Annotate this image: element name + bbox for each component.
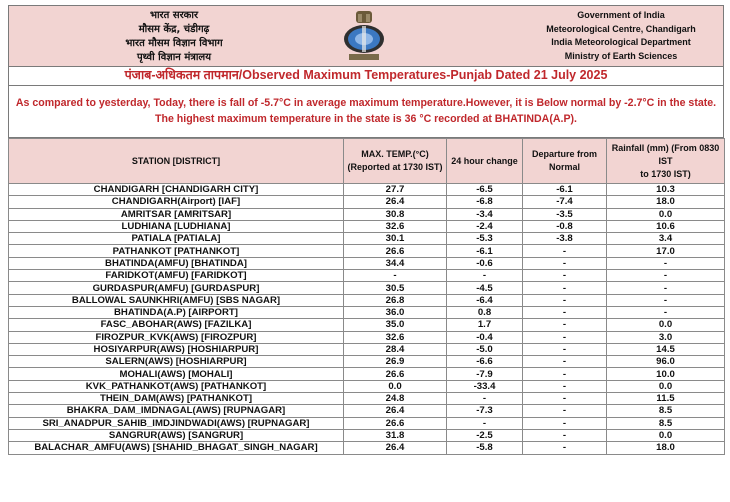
table-row — [9, 380, 725, 392]
station-cell: BHATINDA(A.P) [AIRPORT] — [9, 306, 344, 318]
header-english-line: Meteorological Centre, Chandigarh — [546, 23, 696, 34]
col-header-departure-line: Departure from — [531, 149, 597, 159]
rainfall-cell: 8.5 — [607, 417, 725, 429]
table-row — [9, 442, 725, 454]
header-english-line: India Meteorological Department — [551, 37, 691, 47]
table-row — [9, 306, 725, 318]
table-row — [9, 257, 725, 269]
change-cell: -5.8 — [447, 442, 523, 454]
rainfall-cell: - — [607, 270, 725, 282]
max-temp-cell: 30.8 — [344, 208, 447, 220]
change-cell: -6.6 — [447, 356, 523, 368]
change-cell: -6.4 — [447, 294, 523, 306]
table-header-row — [9, 139, 725, 184]
change-cell: 0.8 — [447, 306, 523, 318]
max-temp-cell: 31.8 — [344, 429, 447, 441]
max-temp-cell: 26.4 — [344, 405, 447, 417]
station-cell: FIROZPUR_KVK(AWS) [FIROZPUR] — [9, 331, 344, 343]
station-cell: CHANDIGARH [CHANDIGARH CITY] — [9, 184, 344, 196]
rainfall-cell: - — [607, 306, 725, 318]
station-cell: SALERN(AWS) [HOSHIARPUR] — [9, 356, 344, 368]
station-cell: BHATINDA(AMFU) [BHATINDA] — [9, 257, 344, 269]
change-cell: 1.7 — [447, 319, 523, 331]
max-temp-cell: 36.0 — [344, 306, 447, 318]
table-row — [9, 417, 725, 429]
change-cell: -0.4 — [447, 331, 523, 343]
max-temp-cell: 28.4 — [344, 343, 447, 355]
col-header-max-temp — [344, 139, 447, 184]
col-header-station: STATION [DISTRICT] — [9, 139, 344, 184]
rainfall-cell: 10.3 — [607, 184, 725, 196]
header-hindi-line: मौसम केंद्र, चंडीगढ़ — [138, 24, 210, 35]
station-cell: GURDASPUR(AMFU) [GURDASPUR] — [9, 282, 344, 294]
rainfall-cell: 3.0 — [607, 331, 725, 343]
rainfall-cell: 0.0 — [607, 208, 725, 220]
rainfall-cell: 0.0 — [607, 429, 725, 441]
max-temp-cell: 32.6 — [344, 220, 447, 232]
change-cell: -4.5 — [447, 282, 523, 294]
station-cell: HOSIYARPUR(AWS) [HOSHIARPUR] — [9, 343, 344, 355]
change-cell: -0.6 — [447, 257, 523, 269]
max-temp-cell: 26.9 — [344, 356, 447, 368]
max-temp-cell: 32.6 — [344, 331, 447, 343]
imd-emblem-icon — [341, 10, 387, 64]
rainfall-cell: 14.5 — [607, 343, 725, 355]
col-header-rainfall-line: Rainfall (mm) (From 0830 IST — [611, 142, 720, 166]
rainfall-cell: 96.0 — [607, 356, 725, 368]
table-row — [9, 245, 725, 257]
table-row — [9, 282, 725, 294]
change-cell: -3.4 — [447, 208, 523, 220]
change-cell: -6.5 — [447, 184, 523, 196]
rainfall-cell: 3.4 — [607, 233, 725, 245]
change-cell: -7.3 — [447, 405, 523, 417]
table-row — [9, 184, 725, 196]
departure-cell: -6.1 — [523, 184, 607, 196]
max-temp-cell: 30.1 — [344, 233, 447, 245]
header-hindi-line: भारत मौसम विज्ञान विभाग — [125, 38, 223, 49]
rainfall-cell: 8.5 — [607, 405, 725, 417]
departure-cell: -3.8 — [523, 233, 607, 245]
station-cell: THEIN_DAM(AWS) [PATHANKOT] — [9, 393, 344, 405]
change-cell: -33.4 — [447, 380, 523, 392]
page-title: पंजाब-अधिकतम तापमान/Observed Maximum Temperatures-Punjab Dated 21 July 2025 — [8, 66, 724, 86]
rainfall-cell: - — [607, 282, 725, 294]
station-cell: FARIDKOT(AMFU) [FARIDKOT] — [9, 270, 344, 282]
table-row — [9, 429, 725, 441]
table-row — [9, 356, 725, 368]
departure-cell: - — [523, 442, 607, 454]
rainfall-cell: 0.0 — [607, 380, 725, 392]
departure-cell: - — [523, 331, 607, 343]
station-cell: KVK_PATHANKOT(AWS) [PATHANKOT] — [9, 380, 344, 392]
rainfall-cell: 10.6 — [607, 220, 725, 232]
departure-cell: - — [523, 429, 607, 441]
station-cell: PATIALA [PATIALA] — [9, 233, 344, 245]
col-header-rainfall-line: to 1730 IST) — [640, 168, 691, 179]
max-temp-cell: 35.0 — [344, 319, 447, 331]
max-temp-cell: - — [344, 270, 447, 282]
departure-cell: -7.4 — [523, 196, 607, 208]
table-row — [9, 319, 725, 331]
summary-text: As compared to yesterday, Today, there is fall of -5.7°C in average maximum temperature.However, it is Below normal by -2.7°C in the state. The highest maximum temperature in the state is 36 °C recorded at BHATINDA(A.P). — [8, 86, 724, 138]
max-temp-cell: 0.0 — [344, 380, 447, 392]
change-cell: - — [447, 417, 523, 429]
station-cell: SRI_ANADPUR_SAHIB_IMDJINDWADI(AWS) [RUPNAGAR] — [9, 417, 344, 429]
header-english-line: Government of India — [577, 10, 665, 20]
change-cell: -2.4 — [447, 220, 523, 232]
max-temp-cell: 26.4 — [344, 196, 447, 208]
rainfall-cell: - — [607, 257, 725, 269]
max-temp-cell: 27.7 — [344, 184, 447, 196]
departure-cell: - — [523, 319, 607, 331]
departure-cell: - — [523, 343, 607, 355]
max-temp-cell: 30.5 — [344, 282, 447, 294]
max-temp-cell: 24.8 — [344, 393, 447, 405]
station-cell: BALACHAR_AMFU(AWS) [SHAHID_BHAGAT_SINGH_NAGAR] — [9, 442, 344, 454]
station-cell: SANGRUR(AWS) [SANGRUR] — [9, 429, 344, 441]
max-temp-cell: 26.8 — [344, 294, 447, 306]
col-header-rainfall — [607, 139, 725, 184]
table-row — [9, 233, 725, 245]
max-temp-cell: 26.6 — [344, 368, 447, 380]
change-cell: -6.8 — [447, 196, 523, 208]
table-row — [9, 331, 725, 343]
col-header-departure-line: Normal — [548, 162, 580, 172]
col-header-max-temp-line: (Reported at 1730 IST) — [347, 162, 443, 172]
col-header-max-temp-line: MAX. TEMP.(°C) — [361, 149, 429, 159]
station-cell: FASC_ABOHAR(AWS) [FAZILKA] — [9, 319, 344, 331]
departure-cell: - — [523, 282, 607, 294]
header-hindi-block — [109, 9, 239, 65]
rainfall-cell: 0.0 — [607, 319, 725, 331]
change-cell: - — [447, 270, 523, 282]
change-cell: -6.1 — [447, 245, 523, 257]
table-row — [9, 343, 725, 355]
change-cell: -5.0 — [447, 343, 523, 355]
table-row — [9, 393, 725, 405]
departure-cell: - — [523, 270, 607, 282]
table-row — [9, 294, 725, 306]
station-cell: AMRITSAR [AMRITSAR] — [9, 208, 344, 220]
departure-cell: - — [523, 245, 607, 257]
departure-cell: -0.8 — [523, 220, 607, 232]
header-hindi-line: पृथ्वी विज्ञान मंत्रालय — [136, 52, 212, 63]
table-row — [9, 270, 725, 282]
table-row — [9, 220, 725, 232]
table-row — [9, 405, 725, 417]
rainfall-cell: 18.0 — [607, 442, 725, 454]
change-cell: -7.9 — [447, 368, 523, 380]
rainfall-cell: 17.0 — [607, 245, 725, 257]
max-temp-cell: 34.4 — [344, 257, 447, 269]
change-cell: - — [447, 393, 523, 405]
station-cell: CHANDIGARH(Airport) [IAF] — [9, 196, 344, 208]
station-cell: LUDHIANA [LUDHIANA] — [9, 220, 344, 232]
table-row — [9, 208, 725, 220]
departure-cell: - — [523, 294, 607, 306]
station-cell: PATHANKOT [PATHANKOT] — [9, 245, 344, 257]
change-cell: -5.3 — [447, 233, 523, 245]
departure-cell: - — [523, 368, 607, 380]
max-temp-cell: 26.6 — [344, 417, 447, 429]
header-banner — [8, 5, 724, 67]
header-hindi-line: भारत सरकार — [149, 10, 199, 21]
departure-cell: - — [523, 257, 607, 269]
departure-cell: - — [523, 393, 607, 405]
rainfall-cell: 11.5 — [607, 393, 725, 405]
max-temp-cell: 26.6 — [344, 245, 447, 257]
max-temp-cell: 26.4 — [344, 442, 447, 454]
rainfall-cell: 18.0 — [607, 196, 725, 208]
table-row — [9, 368, 725, 380]
departure-cell: - — [523, 417, 607, 429]
header-english-block — [541, 9, 701, 63]
header-english-line: Ministry of Earth Sciences — [564, 50, 678, 61]
departure-cell: - — [523, 306, 607, 318]
temperature-table — [8, 138, 725, 455]
rainfall-cell: - — [607, 294, 725, 306]
departure-cell: -3.5 — [523, 208, 607, 220]
departure-cell: - — [523, 405, 607, 417]
station-cell: MOHALI(AWS) [MOHALI] — [9, 368, 344, 380]
col-header-departure — [523, 139, 607, 184]
col-header-change: 24 hour change — [447, 139, 523, 184]
rainfall-cell: 10.0 — [607, 368, 725, 380]
change-cell: -2.5 — [447, 429, 523, 441]
station-cell: BALLOWAL SAUNKHRI(AMFU) [SBS NAGAR] — [9, 294, 344, 306]
departure-cell: - — [523, 380, 607, 392]
table-row — [9, 196, 725, 208]
station-cell: BHAKRA_DAM_IMDNAGAL(AWS) [RUPNAGAR] — [9, 405, 344, 417]
departure-cell: - — [523, 356, 607, 368]
